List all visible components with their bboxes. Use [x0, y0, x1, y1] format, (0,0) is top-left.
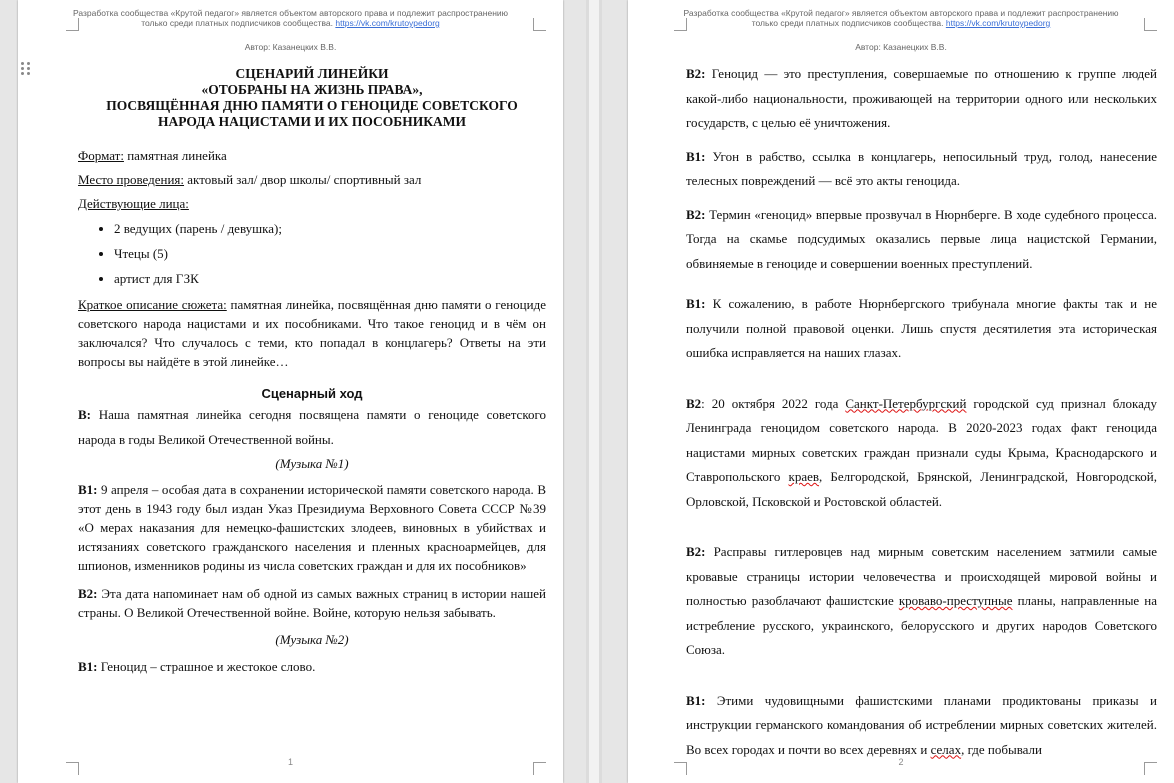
- community-link[interactable]: https://vk.com/krutoypedorg: [335, 18, 440, 28]
- paragraph-text: Геноцид — это преступления, совершаемые по отношению к группе людей какой-либо национальности, проживающей на территории одного или нескольких государств, с целью её уничтожения.: [686, 66, 1157, 130]
- paragraph: [686, 392, 1157, 515]
- list-item: • 2 ведущих (парень / девушка);: [114, 216, 546, 241]
- speaker-label: В1:: [686, 296, 706, 311]
- spellcheck-word: Санкт-Петербургский: [845, 395, 967, 411]
- speaker-label: В2:: [78, 586, 98, 601]
- speaker-label: В2: [686, 395, 702, 411]
- drag-handle-icon[interactable]: [21, 62, 31, 80]
- paragraph-text: Этими чудовищными фашистскими планами продиктованы приказы и инструкции германского командования об истреблении мирных советских жителей. Во всех городах и почти во всех деревнях и: [686, 692, 1157, 757]
- music-cue: (Музыка №2): [275, 632, 349, 647]
- paragraph-text: планы, направленные на истребление русского, украинского, белорусского и других народов Советского Союза.: [686, 593, 1157, 657]
- page-number: 1: [287, 757, 293, 767]
- scenario-heading: Сценарный ход: [261, 386, 363, 401]
- paragraph-text: Геноцид – страшное и жестокое слово.: [97, 659, 316, 674]
- notice-line-2: только среди платных подписчиков сообщества.: [751, 18, 944, 28]
- speaker-label: В2:: [686, 206, 706, 222]
- summary-label: Краткое описание сюжета:: [78, 297, 227, 312]
- paragraph-text: К сожалению, в работе Нюрнбергского трибунала многие факты так и не получили полной правовой оценки. Лишь спустя десятилетия эта историческая ошибка исправляется на наших глазах.: [686, 296, 1157, 360]
- format-value: памятная линейка: [123, 148, 227, 163]
- cast-label-text: Действующие лица:: [78, 196, 189, 211]
- paragraph: [686, 62, 1157, 136]
- list-item: • Чтецы (5): [114, 241, 546, 266]
- speaker-label: В1:: [686, 692, 706, 708]
- title-line-1: СЦЕНАРИЙ ЛИНЕЙКИ: [235, 66, 389, 81]
- spellcheck-word: краев: [788, 469, 820, 484]
- title-line-3: ПОСВЯЩЁННАЯ ДНЮ ПАМЯТИ О ГЕНОЦИДЕ СОВЕТСКОГО: [106, 98, 518, 113]
- paragraph-text: городской суд признал блокаду Ленинграда геноцидом советского народа. В 2020-2023 годах факт геноцида нацистами мирных советских граждан признали суды Крыма, Краснодарского и Ставропольского: [686, 395, 1158, 484]
- header-copyright-notice: [18, 8, 563, 28]
- header-copyright-notice: [628, 8, 1174, 28]
- paragraph: [686, 145, 1157, 194]
- paragraph: [686, 292, 1157, 366]
- paragraph-text: Расправы гитлеровцев над мирным советским населением затмили самые кровавые страницы истории человечества и происходящей мировой войны и полностью разоблачают фашистские: [686, 544, 1157, 608]
- paragraph-text: , Белгородской, Брянской, Ленинградской, Новгородской, Орловской, Псковской и Ростовской областей.: [686, 469, 1158, 509]
- paragraph-text: Угон в рабство, ссылка в концлагерь, непосильный труд, голод, нанесение телесных повреждений — всё это акты геноцида.: [686, 148, 1157, 188]
- place-line: [78, 168, 546, 192]
- speaker-label: В1:: [686, 148, 706, 164]
- list-item: [114, 266, 546, 291]
- paragraph-text: 9 апреля – особая дата в сохранении исторической памяти советского народа. В этот день в 1943 году был издан Указ Президиума Верховного Совета СССР №39 «О мерах наказания для немецко-фашистских злодеев, виновных в убийствах и истязаниях советского гражданского населения и пленных красноармейцев, для шпионов, изменников родины из числа советских граждан и для их пособников»: [78, 482, 546, 573]
- document-page-2: [628, 0, 1174, 783]
- place-value: актовый зал/ двор школы/ спортивный зал: [184, 172, 422, 187]
- paragraph: [686, 540, 1157, 663]
- paragraph-text: Наша памятная линейка сегодня посвящена памяти о геноциде советского народа в годы Великой Отечественной войны.: [78, 407, 546, 447]
- list-item-text: артист для ГЗК: [114, 271, 199, 286]
- spellcheck-word: кроваво-преступные: [898, 593, 1013, 608]
- author-line: Автор: Казанецких В.В.: [855, 42, 947, 52]
- paragraph-text: Эта дата напоминает нам об одной из самых важных страниц в истории нашей страны. О Великой Отечественной войне. Войне, которую нельзя забывать.: [78, 586, 546, 620]
- title-line-4: НАРОДА НАЦИСТАМИ И ИХ ПОСОБНИКАМИ: [158, 114, 466, 129]
- paragraph: [686, 689, 1157, 763]
- notice-line-2: только среди платных подписчиков сообщества.: [141, 18, 333, 28]
- speaker-label: В2:: [686, 544, 706, 559]
- cast-list: [78, 216, 546, 291]
- speaker-label: В:: [78, 407, 91, 422]
- vertical-scrollbar[interactable]: [586, 0, 602, 783]
- page-number: 2: [898, 757, 904, 767]
- scrollbar-thumb[interactable]: [589, 0, 599, 783]
- author-line: Автор: Казанецких В.В.: [244, 42, 337, 52]
- notice-line-1: Разработка сообщества «Крутой педагог» является объектом авторского права и подлежит распространению: [683, 8, 1119, 18]
- summary-text: памятная линейка, посвящённая дню памяти о геноциде советского народа нацистами и их пособниками. Что такое геноцид и в чём он заключался? Что случалось с теми, кто попадал в концлагерь? Ответы на эти вопросы вы найдёте в этой линейке…: [78, 297, 546, 369]
- music-cue: (Музыка №1): [275, 456, 349, 471]
- cast-label: [78, 192, 546, 216]
- paragraph-text: , где побывали: [961, 741, 1042, 757]
- page-1-body: [78, 64, 546, 679]
- notice-line-1: Разработка сообщества «Крутой педагог» является объектом авторского права и подлежит распространению: [72, 8, 509, 18]
- paragraph: [78, 480, 546, 575]
- paragraph: [78, 655, 546, 679]
- community-link[interactable]: https://vk.com/krutoypedorg: [945, 18, 1051, 28]
- page-2-body: [686, 62, 1157, 762]
- paragraph: [78, 584, 546, 622]
- speaker-label: В1:: [78, 659, 98, 674]
- speaker-label: В1:: [78, 482, 98, 497]
- title-line-2: «ОТОБРАНЫ НА ЖИЗНЬ ПРАВА»,: [201, 82, 423, 97]
- summary-paragraph: [78, 295, 546, 371]
- paragraph-text: Термин «геноцид» впервые прозвучал в Нюрнберге. В ходе судебного процесса. Тогда на скамье подсудимых оказались первые лица нацистской Германии, обвиняемые в геноциде и совершении военных преступлений.: [686, 206, 1157, 271]
- format-line: [78, 144, 546, 168]
- format-label: Формат:: [78, 148, 124, 163]
- document-title: [78, 66, 546, 130]
- paragraph: [78, 403, 546, 452]
- spellcheck-word: селах: [930, 741, 962, 757]
- paragraph: [686, 203, 1157, 277]
- place-label: Место проведения:: [78, 172, 185, 187]
- document-page-1: [18, 0, 563, 783]
- speaker-label: В2:: [686, 66, 706, 81]
- paragraph-text: : 20 октября 2022 года: [701, 395, 846, 411]
